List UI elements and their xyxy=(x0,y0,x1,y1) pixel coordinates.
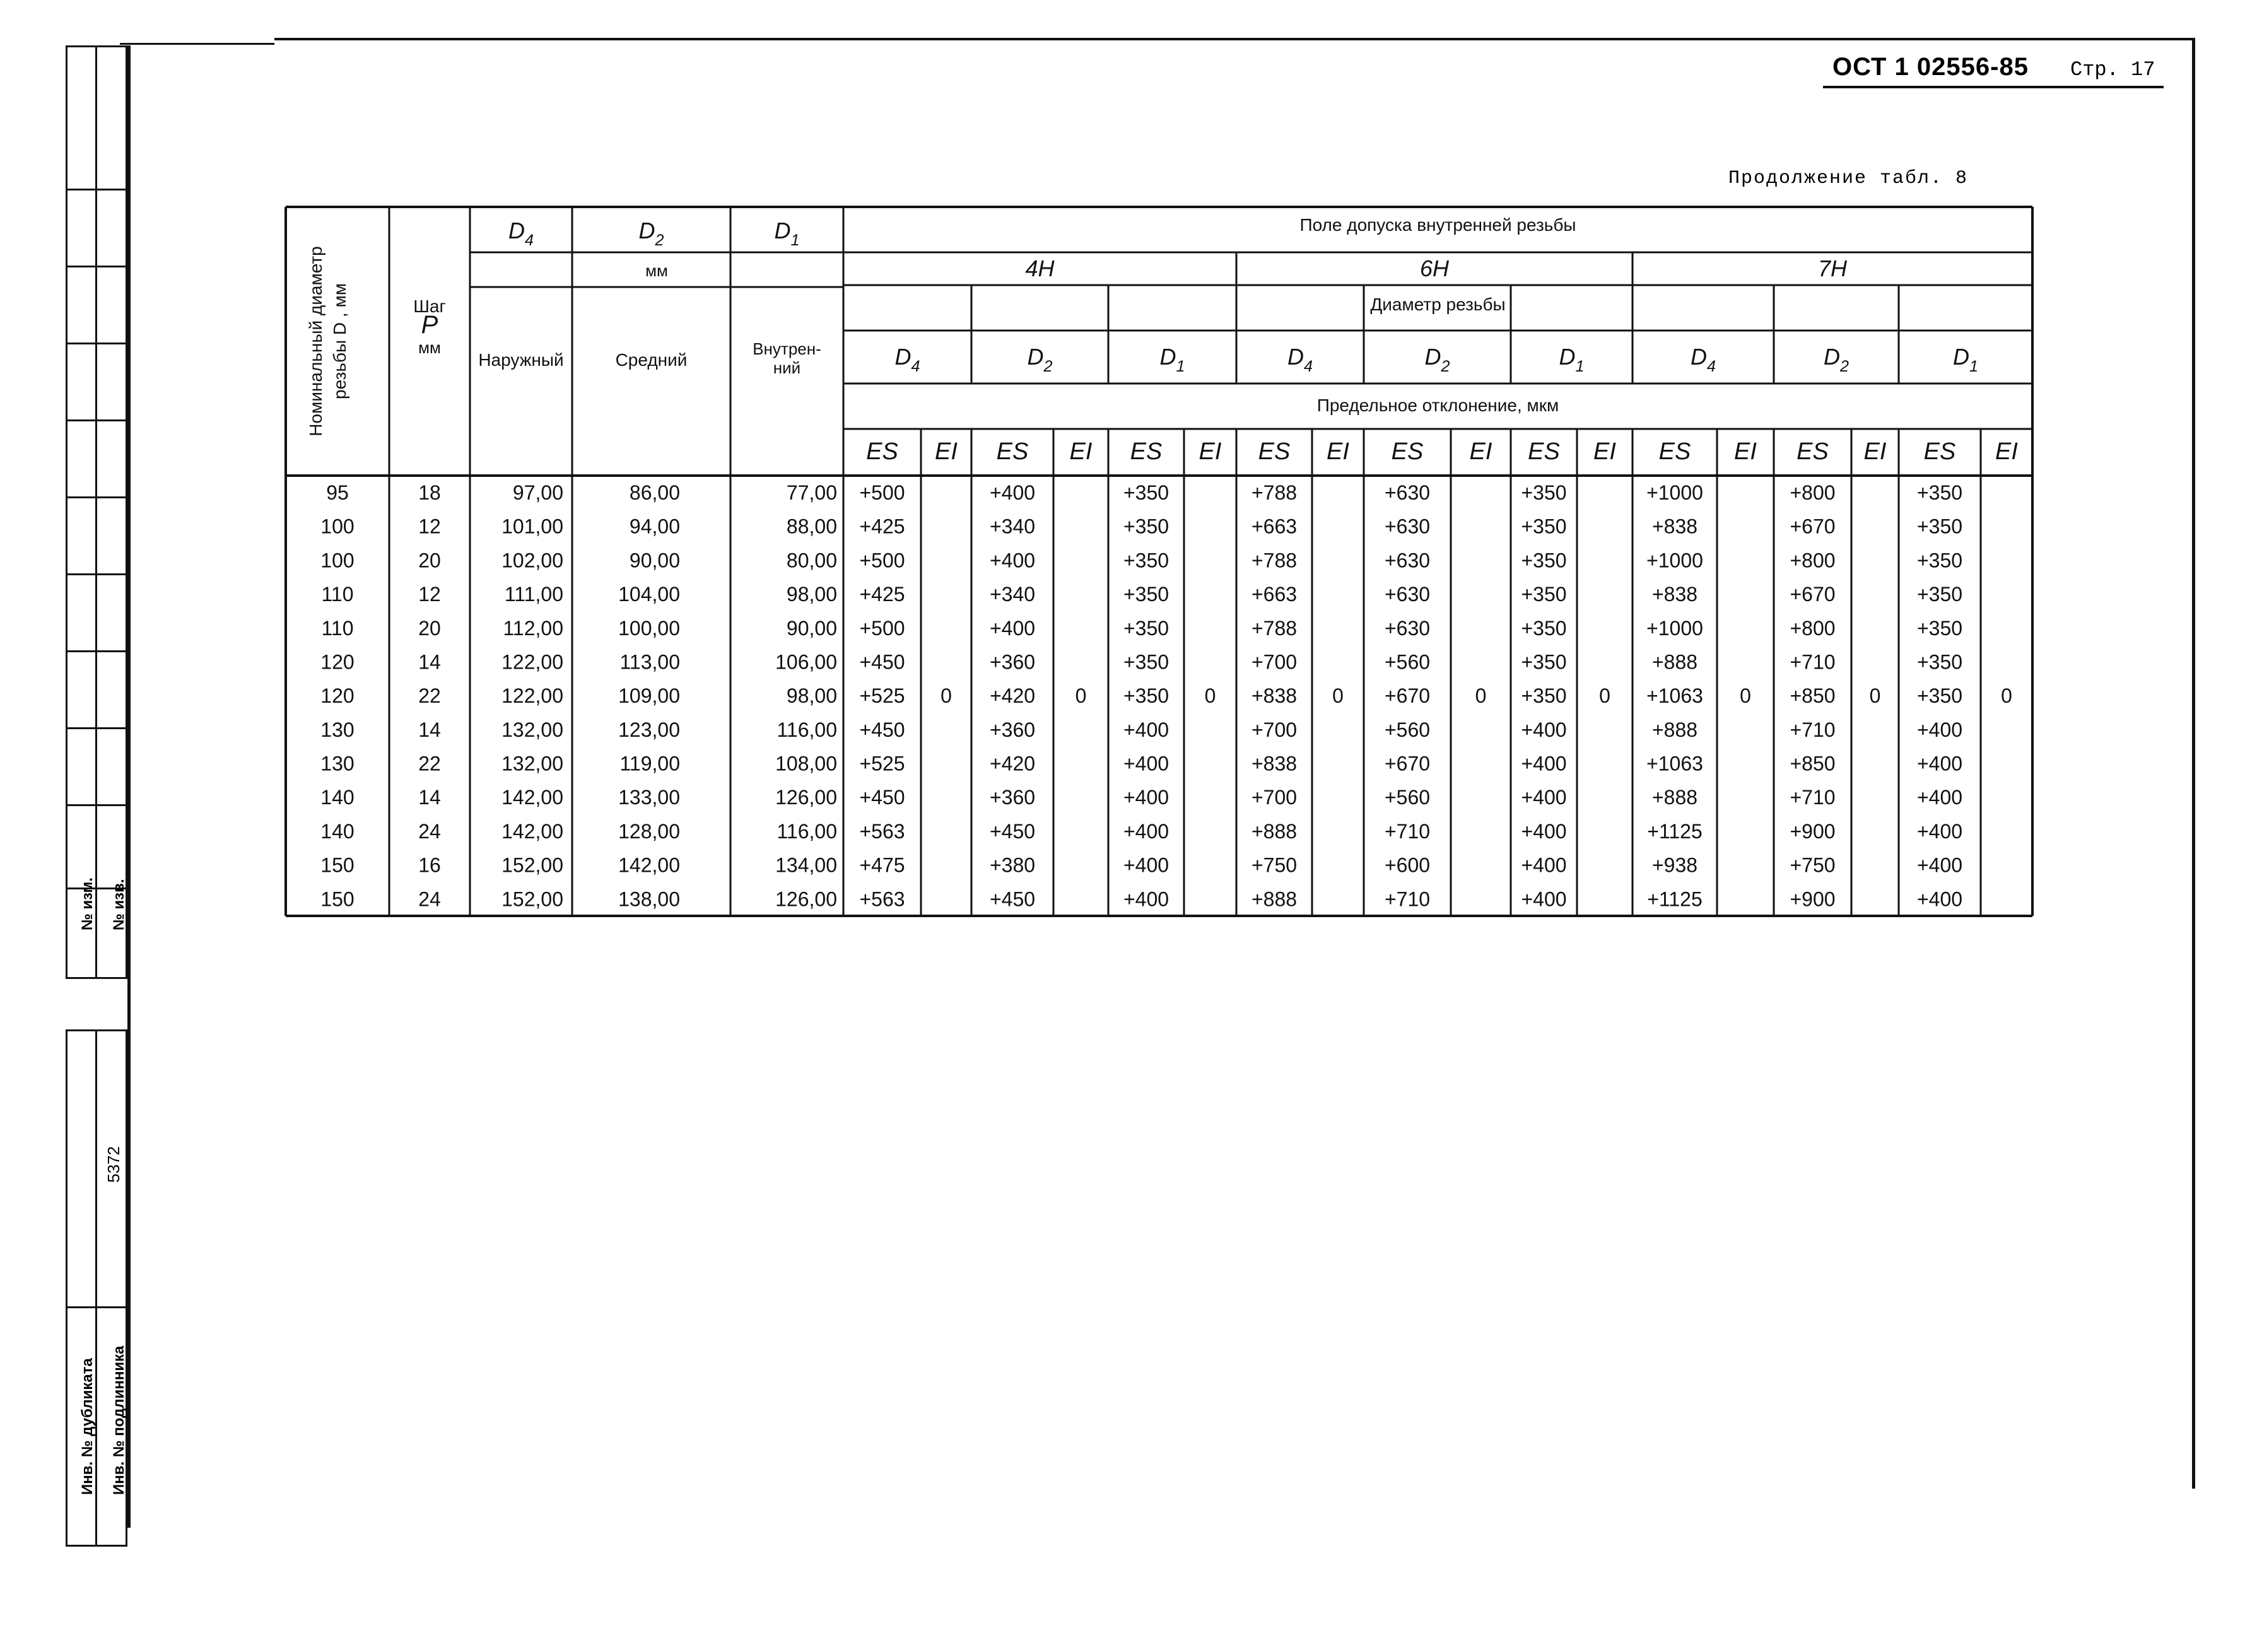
header-inner-1: Внутрен- xyxy=(753,339,821,358)
cell-es-value: +350 xyxy=(1521,616,1567,640)
header-d4-symbol: $D_4$ xyxy=(508,218,534,249)
header-es: ES xyxy=(1528,438,1560,465)
cell-es-value: +900 xyxy=(1790,888,1836,911)
cell-es-value: +340 xyxy=(989,583,1036,606)
header-sub-D1: $D_1$ xyxy=(1159,344,1185,375)
cell-es-value: +710 xyxy=(1790,650,1836,674)
cell-es-value: +788 xyxy=(1251,481,1298,504)
cell-es-value: +350 xyxy=(1916,650,1963,674)
cell-nominal: 130 xyxy=(320,718,355,741)
cell-step: 14 xyxy=(418,718,441,741)
cell-outer: 142,00 xyxy=(501,819,563,843)
cell-es-value: +450 xyxy=(989,888,1036,911)
cell-ei-value: 0 xyxy=(941,684,952,708)
cell-inner: 126,00 xyxy=(775,888,837,911)
cell-es-value: +450 xyxy=(989,819,1036,843)
cell-es-value: +500 xyxy=(859,549,905,572)
header-limit-deviation: Предельное отклонение, мкм xyxy=(1316,395,1559,415)
cell-es-value: +350 xyxy=(1916,684,1963,708)
header-ei: EI xyxy=(1995,438,2018,465)
side-label-inv-podlinnika: Инв. № подлинника xyxy=(110,1345,127,1495)
cell-es-value: +630 xyxy=(1384,616,1431,640)
cell-inner: 98,00 xyxy=(786,684,837,708)
cell-step: 22 xyxy=(418,684,441,708)
cell-es-value: +400 xyxy=(1123,786,1169,809)
cell-es-value: +450 xyxy=(859,786,905,809)
cell-inner: 108,00 xyxy=(775,752,837,775)
cell-es-value: +563 xyxy=(859,819,905,843)
header-tolerance-field: Поле допуска внутренней резьбы xyxy=(1299,215,1576,235)
cell-outer: 122,00 xyxy=(501,650,563,674)
cell-es-value: +400 xyxy=(1123,718,1169,741)
header-sub-D2: $D_2$ xyxy=(1027,344,1053,375)
cell-es-value: +710 xyxy=(1790,786,1836,809)
header-es: ES xyxy=(1391,438,1424,465)
cell-es-value: +350 xyxy=(1916,583,1963,606)
cell-es-value: +360 xyxy=(989,786,1036,809)
header-inner-2: ний xyxy=(773,358,801,377)
cell-ei-value: 0 xyxy=(1740,684,1751,708)
side-label-izm: № изм. xyxy=(79,877,96,930)
cell-nominal: 150 xyxy=(320,853,355,877)
cell-es-value: +450 xyxy=(859,718,905,741)
cell-es-value: +400 xyxy=(1521,819,1567,843)
cell-middle: 90,00 xyxy=(629,549,680,572)
cell-es-value: +400 xyxy=(1521,752,1567,775)
cell-es-value: +350 xyxy=(1123,549,1169,572)
cell-es-value: +888 xyxy=(1251,819,1298,843)
cell-es-value: +425 xyxy=(859,583,905,606)
cell-es-value: +1063 xyxy=(1646,684,1703,708)
cell-ei-value: 0 xyxy=(1204,684,1216,708)
header-ei: EI xyxy=(1469,438,1492,465)
cell-middle: 119,00 xyxy=(619,752,680,775)
cell-nominal: 95 xyxy=(326,481,349,504)
cell-es-value: +350 xyxy=(1521,583,1567,606)
cell-inner: 134,00 xyxy=(775,853,837,877)
cell-es-value: +670 xyxy=(1384,752,1431,775)
page-number: Стр. 17 xyxy=(2070,58,2155,81)
header-field-7H: 7H xyxy=(1817,255,1848,281)
cell-nominal: 100 xyxy=(320,549,355,572)
cell-es-value: +500 xyxy=(859,616,905,640)
cell-middle: 138,00 xyxy=(618,888,680,911)
cell-es-value: +400 xyxy=(1916,853,1963,877)
header-middle: Средний xyxy=(615,350,688,370)
cell-nominal: 140 xyxy=(320,786,355,809)
cell-es-value: +400 xyxy=(1521,786,1567,809)
cell-step: 20 xyxy=(418,549,441,572)
header-field-4H: 4H xyxy=(1025,255,1055,281)
header-es: ES xyxy=(1130,438,1163,465)
cell-outer: 101,00 xyxy=(501,515,563,538)
cell-es-value: +710 xyxy=(1384,888,1431,911)
cell-es-value: +350 xyxy=(1521,684,1567,708)
header-outer: Наружный xyxy=(478,350,564,370)
cell-step: 20 xyxy=(418,616,441,640)
cell-es-value: +838 xyxy=(1651,515,1698,538)
header-sub-D4: $D_4$ xyxy=(1690,344,1716,375)
cell-es-value: +400 xyxy=(1123,853,1169,877)
cell-es-value: +1000 xyxy=(1646,549,1703,572)
cell-es-value: +475 xyxy=(859,853,905,877)
header-d2-symbol: $D_2$ xyxy=(638,218,664,249)
cell-ei-value: 0 xyxy=(1475,684,1487,708)
cell-es-value: +663 xyxy=(1251,515,1298,538)
cell-outer: 132,00 xyxy=(501,718,563,741)
document-code: ОСТ 1 02556-85 xyxy=(1832,53,2029,81)
cell-middle: 94,00 xyxy=(629,515,680,538)
header-sub-D2: $D_2$ xyxy=(1424,344,1450,375)
cell-es-value: +350 xyxy=(1521,515,1567,538)
cell-middle: 109,00 xyxy=(618,684,680,708)
cell-es-value: +350 xyxy=(1916,549,1963,572)
cell-es-value: +1125 xyxy=(1647,819,1703,843)
cell-es-value: +670 xyxy=(1790,583,1836,606)
cell-outer: 102,00 xyxy=(501,549,563,572)
cell-outer: 132,00 xyxy=(501,752,563,775)
cell-es-value: +560 xyxy=(1384,786,1431,809)
cell-es-value: +560 xyxy=(1384,718,1431,741)
cell-nominal: 140 xyxy=(320,819,355,843)
cell-middle: 123,00 xyxy=(618,718,680,741)
cell-es-value: +400 xyxy=(1916,752,1963,775)
cell-es-value: +350 xyxy=(1123,650,1169,674)
cell-es-value: +800 xyxy=(1790,616,1836,640)
header-ei: EI xyxy=(1593,438,1616,465)
header-ei: EI xyxy=(935,438,958,465)
header-nominal-1: Номинальный диаметр xyxy=(306,246,325,436)
cell-step: 22 xyxy=(418,752,441,775)
cell-inner: 106,00 xyxy=(775,650,837,674)
header-step-3: мм xyxy=(418,338,441,357)
cell-es-value: +710 xyxy=(1384,819,1431,843)
cell-es-value: +400 xyxy=(1123,752,1169,775)
cell-nominal: 100 xyxy=(320,515,355,538)
cell-es-value: +400 xyxy=(1123,819,1169,843)
header-sub-D1: $D_1$ xyxy=(1952,344,1979,375)
cell-middle: 104,00 xyxy=(618,583,680,606)
header-sub-D2: $D_2$ xyxy=(1823,344,1849,375)
cell-outer: 122,00 xyxy=(501,684,563,708)
cell-es-value: +630 xyxy=(1384,481,1431,504)
side-label-izv: № изв. xyxy=(110,879,127,930)
cell-es-value: +350 xyxy=(1916,515,1963,538)
cell-es-value: +350 xyxy=(1916,616,1963,640)
cell-es-value: +525 xyxy=(859,752,905,775)
header-es: ES xyxy=(996,438,1029,465)
header-unit-mm: мм xyxy=(645,261,668,280)
cell-es-value: +700 xyxy=(1251,650,1298,674)
cell-es-value: +1125 xyxy=(1647,888,1703,911)
cell-es-value: +400 xyxy=(989,481,1036,504)
cell-inner: 90,00 xyxy=(786,616,837,640)
cell-es-value: +380 xyxy=(989,853,1036,877)
cell-step: 18 xyxy=(418,481,441,504)
cell-es-value: +400 xyxy=(1916,888,1963,911)
cell-inner: 88,00 xyxy=(786,515,837,538)
header-es: ES xyxy=(1797,438,1829,465)
cell-es-value: +360 xyxy=(989,650,1036,674)
header-sub-D4: $D_4$ xyxy=(1287,344,1313,375)
cell-middle: 142,00 xyxy=(618,853,680,877)
header-es: ES xyxy=(1258,438,1291,465)
cell-es-value: +525 xyxy=(859,684,905,708)
cell-nominal: 110 xyxy=(321,616,354,640)
cell-es-value: +425 xyxy=(859,515,905,538)
cell-es-value: +750 xyxy=(1251,853,1298,877)
header-ei: EI xyxy=(1199,438,1222,465)
cell-outer: 97,00 xyxy=(512,481,563,504)
cell-es-value: +563 xyxy=(859,888,905,911)
cell-es-value: +700 xyxy=(1251,718,1298,741)
cell-nominal: 120 xyxy=(320,650,355,674)
cell-es-value: +900 xyxy=(1790,819,1836,843)
cell-es-value: +1063 xyxy=(1646,752,1703,775)
cell-es-value: +400 xyxy=(1916,718,1963,741)
cell-es-value: +670 xyxy=(1790,515,1836,538)
cell-inner: 126,00 xyxy=(775,786,837,809)
side-label-inv-dublikata: Инв. № дубликата xyxy=(79,1358,96,1495)
cell-es-value: +350 xyxy=(1521,549,1567,572)
cell-outer: 152,00 xyxy=(501,888,563,911)
cell-es-value: +1000 xyxy=(1646,481,1703,504)
inv-number: 5372 xyxy=(104,1146,123,1183)
cell-inner: 116,00 xyxy=(777,819,837,843)
cell-ei-value: 0 xyxy=(1869,684,1881,708)
cell-es-value: +350 xyxy=(1123,583,1169,606)
cell-ei-value: 0 xyxy=(2001,684,2012,708)
cell-es-value: +420 xyxy=(989,684,1036,708)
cell-step: 24 xyxy=(418,888,441,911)
header-sub-D1: $D_1$ xyxy=(1559,344,1585,375)
cell-es-value: +750 xyxy=(1790,853,1836,877)
cell-es-value: +400 xyxy=(1123,888,1169,911)
cell-step: 12 xyxy=(418,515,441,538)
cell-step: 24 xyxy=(418,819,441,843)
cell-outer: 152,00 xyxy=(501,853,563,877)
cell-es-value: +788 xyxy=(1251,549,1298,572)
cell-inner: 116,00 xyxy=(777,718,837,741)
cell-ei-value: 0 xyxy=(1599,684,1610,708)
cell-es-value: +800 xyxy=(1790,549,1836,572)
header-ei: EI xyxy=(1069,438,1093,465)
cell-es-value: +630 xyxy=(1384,515,1431,538)
cell-es-value: +663 xyxy=(1251,583,1298,606)
cell-outer: 111,00 xyxy=(504,583,563,606)
cell-es-value: +850 xyxy=(1790,684,1836,708)
cell-inner: 80,00 xyxy=(786,549,837,572)
cell-es-value: +400 xyxy=(1521,888,1567,911)
cell-step: 12 xyxy=(418,583,441,606)
cell-es-value: +560 xyxy=(1384,650,1431,674)
cell-ei-value: 0 xyxy=(1332,684,1344,708)
cell-es-value: +888 xyxy=(1651,650,1698,674)
header-sub-D4: $D_4$ xyxy=(894,344,920,375)
cell-es-value: +850 xyxy=(1790,752,1836,775)
cell-es-value: +700 xyxy=(1251,786,1298,809)
cell-es-value: +888 xyxy=(1651,718,1698,741)
cell-es-value: +800 xyxy=(1790,481,1836,504)
cell-es-value: +630 xyxy=(1384,549,1431,572)
header-es: ES xyxy=(1923,438,1956,465)
cell-nominal: 120 xyxy=(320,684,355,708)
cell-es-value: +710 xyxy=(1790,718,1836,741)
header-es: ES xyxy=(866,438,898,465)
cell-step: 14 xyxy=(418,786,441,809)
header-nominal-2: резьбы D , мм xyxy=(330,283,349,399)
cell-es-value: +400 xyxy=(989,549,1036,572)
cell-outer: 112,00 xyxy=(503,616,563,640)
cell-step: 16 xyxy=(418,853,441,877)
cell-es-value: +888 xyxy=(1251,888,1298,911)
header-ei: EI xyxy=(1863,438,1887,465)
cell-es-value: +838 xyxy=(1251,684,1298,708)
cell-es-value: +400 xyxy=(989,616,1036,640)
cell-es-value: +350 xyxy=(1123,684,1169,708)
cell-middle: 128,00 xyxy=(618,819,680,843)
cell-middle: 100,00 xyxy=(618,616,680,640)
header-step-1: Шаг xyxy=(413,296,446,316)
cell-es-value: +600 xyxy=(1384,853,1431,877)
table-caption: Продолжение табл. 8 xyxy=(1728,168,1969,189)
cell-outer: 142,00 xyxy=(501,786,563,809)
cell-inner: 98,00 xyxy=(786,583,837,606)
cell-nominal: 110 xyxy=(321,583,354,606)
cell-es-value: +420 xyxy=(989,752,1036,775)
cell-es-value: +340 xyxy=(989,515,1036,538)
cell-es-value: +350 xyxy=(1123,481,1169,504)
cell-es-value: +350 xyxy=(1123,515,1169,538)
cell-es-value: +350 xyxy=(1916,481,1963,504)
cell-es-value: +400 xyxy=(1916,819,1963,843)
cell-es-value: +400 xyxy=(1916,786,1963,809)
cell-es-value: +788 xyxy=(1251,616,1298,640)
cell-step: 14 xyxy=(418,650,441,674)
header-thread-diameter: Диаметр резьбы xyxy=(1370,295,1506,314)
cell-es-value: +400 xyxy=(1521,853,1567,877)
header-ei: EI xyxy=(1327,438,1349,465)
header-d1-symbol: $D_1$ xyxy=(774,218,800,249)
cell-es-value: +888 xyxy=(1651,786,1698,809)
header-es: ES xyxy=(1658,438,1691,465)
cell-es-value: +500 xyxy=(859,481,905,504)
header-step-p: P xyxy=(421,311,438,339)
cell-es-value: +938 xyxy=(1651,853,1698,877)
cell-es-value: +350 xyxy=(1521,481,1567,504)
cell-inner: 77,00 xyxy=(786,481,837,504)
cell-middle: 86,00 xyxy=(629,481,680,504)
cell-es-value: +450 xyxy=(859,650,905,674)
cell-es-value: +670 xyxy=(1384,684,1431,708)
cell-es-value: +360 xyxy=(989,718,1036,741)
cell-ei-value: 0 xyxy=(1075,684,1087,708)
cell-es-value: +350 xyxy=(1521,650,1567,674)
cell-middle: 133,00 xyxy=(618,786,680,809)
cell-middle: 113,00 xyxy=(619,650,680,674)
cell-es-value: +838 xyxy=(1251,752,1298,775)
cell-es-value: +1000 xyxy=(1646,616,1703,640)
cell-nominal: 130 xyxy=(320,752,355,775)
cell-es-value: +630 xyxy=(1384,583,1431,606)
header-ei: EI xyxy=(1734,438,1757,465)
cell-es-value: +400 xyxy=(1521,718,1567,741)
cell-nominal: 150 xyxy=(320,888,355,911)
cell-es-value: +350 xyxy=(1123,616,1169,640)
header-field-6H: 6H xyxy=(1419,255,1450,281)
cell-es-value: +838 xyxy=(1651,583,1698,606)
